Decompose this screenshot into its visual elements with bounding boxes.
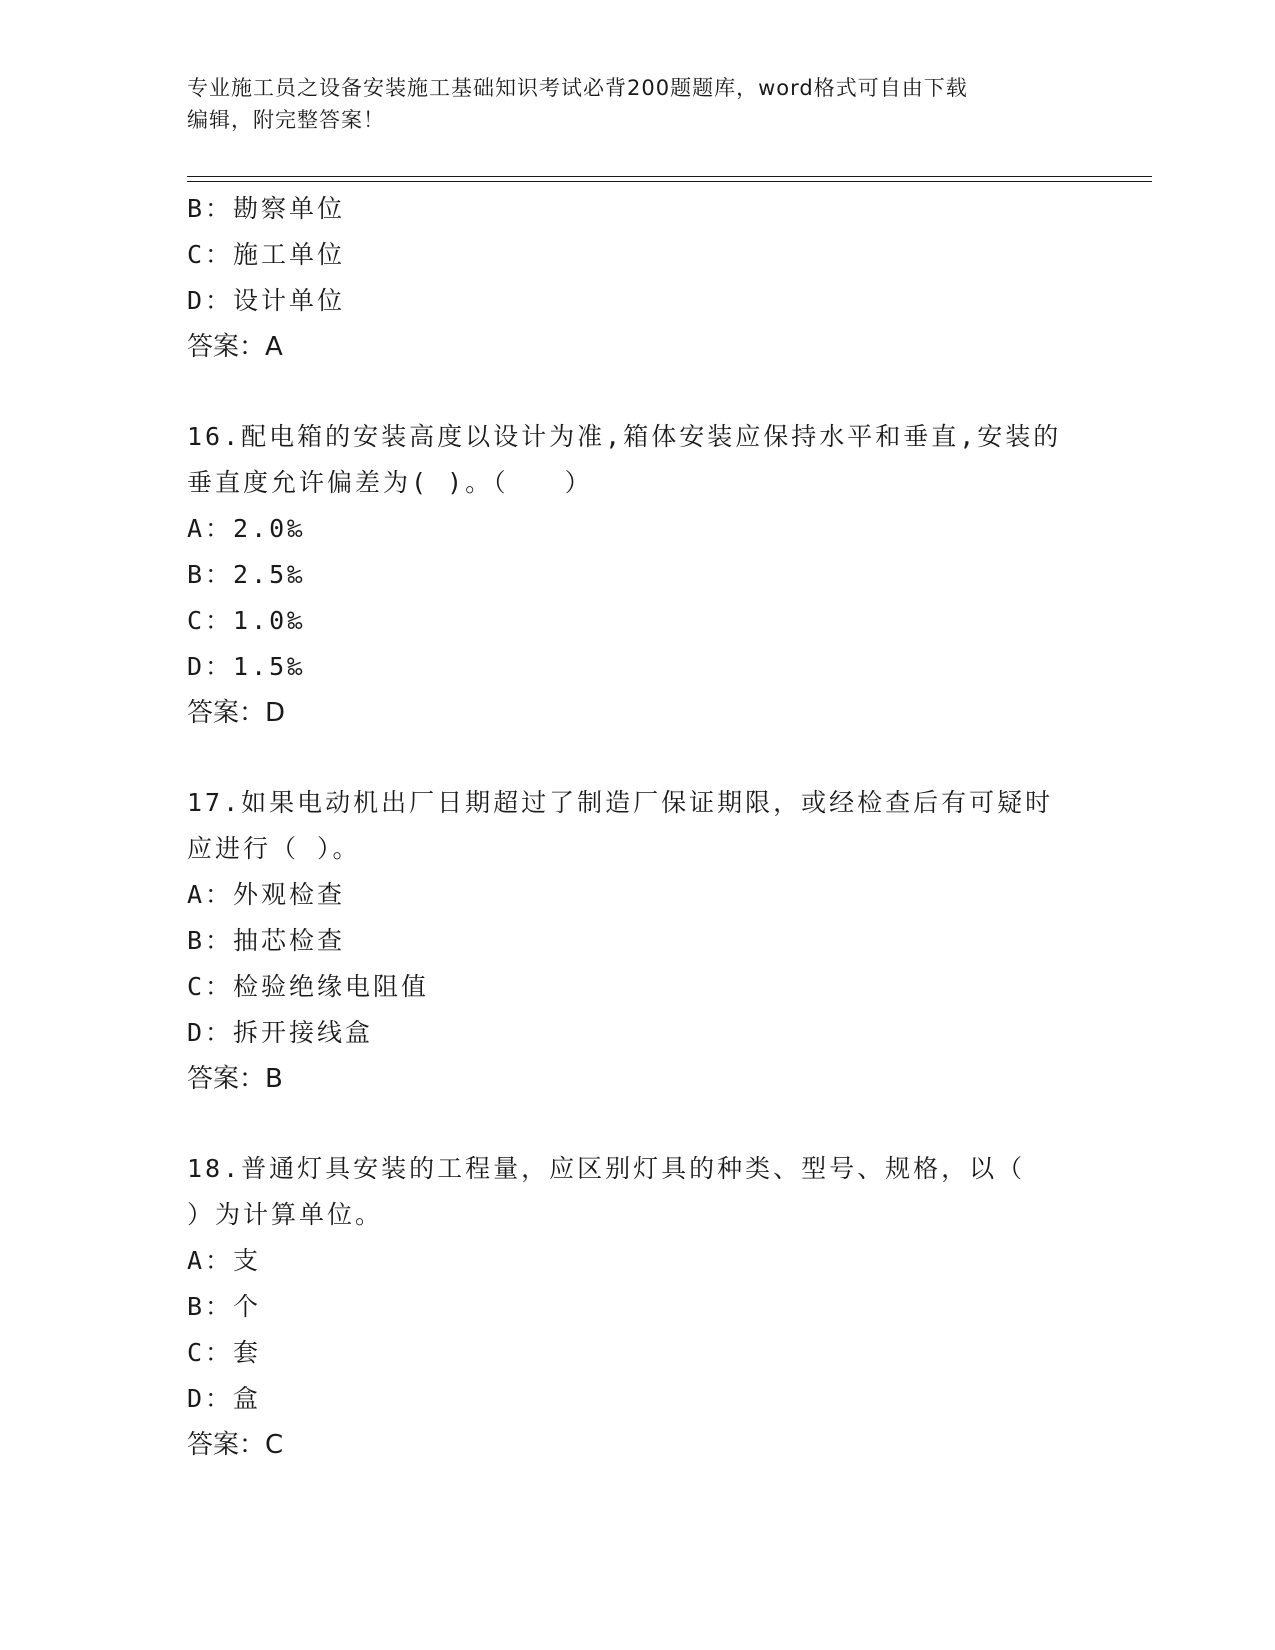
option-c: C：检验绝缘电阻值	[187, 972, 430, 1001]
header-line-2: 编辑，附完整答案！	[187, 108, 385, 132]
question-text: ）为计算单位。	[187, 1200, 384, 1229]
question-text: 17.如果电动机出厂日期超过了制造厂保证期限，或经检查后有可疑时	[187, 788, 1054, 817]
option-a: A：2.0‰	[187, 514, 306, 543]
option-d: D：盒	[187, 1384, 262, 1413]
header-rule-top	[187, 176, 1152, 177]
option-a: A：支	[187, 1246, 262, 1275]
header-rule-bottom	[187, 181, 1152, 182]
question-17	[187, 780, 1087, 1102]
answer-line: 答案：C	[187, 1430, 284, 1460]
question-18	[187, 1146, 1087, 1468]
question-16	[187, 414, 1087, 736]
option-d: D：设计单位	[187, 286, 346, 315]
question-15-tail	[187, 186, 1087, 370]
option-c: C：施工单位	[187, 240, 346, 269]
header-line-1: 专业施工员之设备安装施工基础知识考试必背200题题库，word格式可自由下载	[187, 76, 968, 100]
spacer	[187, 736, 1087, 780]
answer-line: 答案：D	[187, 698, 286, 728]
spacer	[187, 1102, 1087, 1146]
option-c: C：1.0‰	[187, 606, 306, 635]
option-b: B：个	[187, 1292, 262, 1321]
option-c: C：套	[187, 1338, 262, 1367]
option-a: A：外观检查	[187, 880, 346, 909]
question-text: 垂直度允许偏差为( )。（ ）	[187, 468, 593, 497]
document-header	[187, 72, 1087, 136]
option-b: B：抽芯检查	[187, 926, 346, 955]
option-b: B：2.5‰	[187, 560, 306, 589]
answer-line: 答案：B	[187, 1064, 283, 1094]
option-b: B：勘察单位	[187, 194, 346, 223]
question-list	[187, 186, 1087, 1468]
answer-line: 答案：A	[187, 332, 283, 362]
option-d: D：1.5‰	[187, 652, 306, 681]
question-text: 应进行（ ）。	[187, 834, 361, 863]
spacer	[187, 370, 1087, 414]
option-d: D：拆开接线盒	[187, 1018, 374, 1047]
question-text: 16.配电箱的安装高度以设计为准,箱体安装应保持水平和垂直,安装的	[187, 422, 1062, 451]
question-text: 18.普通灯具安装的工程量，应区别灯具的种类、型号、规格，以（	[187, 1154, 1026, 1183]
